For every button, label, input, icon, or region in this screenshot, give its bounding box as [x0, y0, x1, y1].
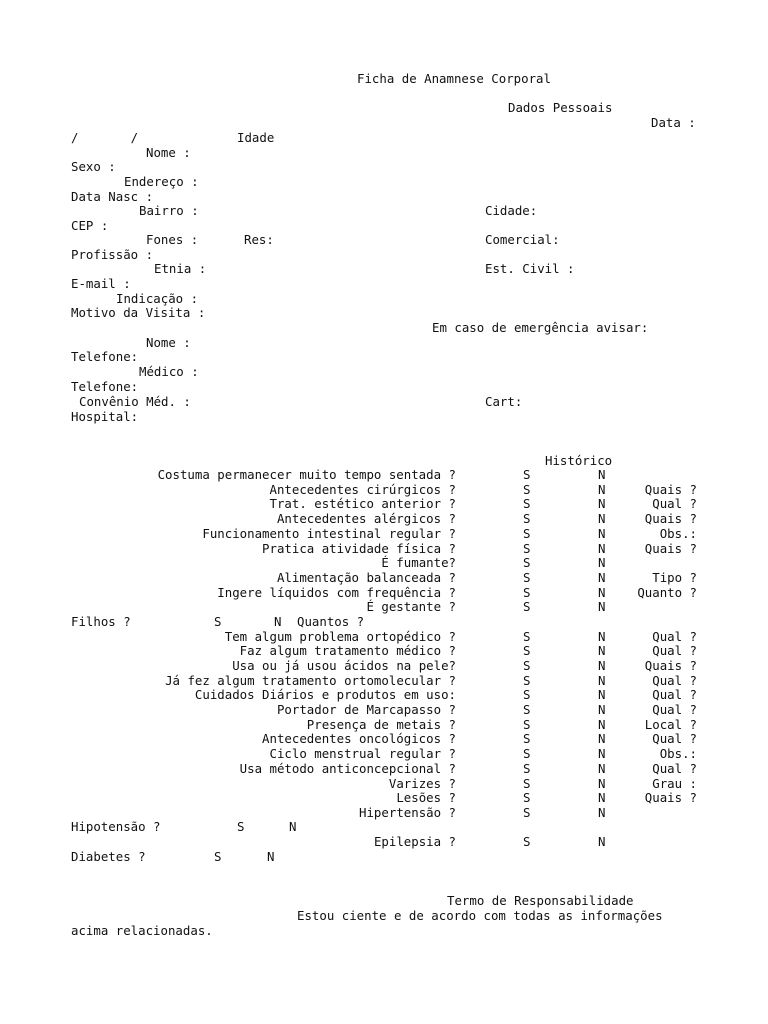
extra-field-label: Qual ? — [652, 643, 697, 659]
question-text: Trat. estético anterior ? — [269, 496, 456, 512]
cart-label: Cart: — [485, 394, 523, 409]
hipotensao-question: Hipotensão ? — [71, 819, 161, 834]
answer-s-option[interactable]: S — [523, 555, 531, 571]
question-text: Já fez algum tratamento ortomolecular ? — [165, 672, 456, 688]
extra-field-label: Tipo ? — [652, 569, 697, 585]
answer-n-option[interactable]: N — [598, 643, 606, 659]
question-text: Faz algum tratamento médico ? — [239, 643, 456, 659]
diabetes-question: Diabetes ? — [71, 849, 146, 864]
question-text: Alimentação balanceada ? — [276, 569, 456, 585]
question-text: Lesões ? — [396, 790, 456, 806]
answer-n-option[interactable]: N — [598, 540, 606, 556]
question-text: É fumante? — [381, 555, 456, 571]
extra-field-label: Grau : — [652, 775, 697, 791]
answer-s-option[interactable]: S — [523, 716, 531, 732]
extra-field-label: Quanto ? — [637, 584, 697, 600]
question-text: Cuidados Diários e produtos em uso: — [194, 687, 456, 703]
question-text: Usa método anticoncepcional ? — [239, 760, 456, 776]
email-label: E-mail : — [71, 276, 131, 291]
answer-s-option[interactable]: S — [523, 775, 531, 791]
extra-field-label: Quais ? — [644, 481, 697, 497]
extra-field-label: Qual ? — [652, 731, 697, 747]
answer-s-option[interactable]: S — [523, 687, 531, 703]
extra-field-label: Qual ? — [652, 672, 697, 688]
epilepsia-n-option[interactable]: N — [598, 834, 606, 849]
extra-field-label: Qual ? — [652, 496, 697, 512]
answer-n-option[interactable]: N — [598, 511, 606, 527]
answer-n-option[interactable]: N — [598, 687, 606, 703]
question-text: Costuma permanecer muito tempo sentada ? — [157, 467, 456, 482]
answer-n-option[interactable]: N — [598, 555, 606, 571]
data-nasc-label: Data Nasc : — [71, 189, 154, 204]
answer-n-option[interactable]: N — [598, 628, 606, 644]
comercial-label: Comercial: — [485, 232, 560, 247]
extra-field-label: Qual ? — [652, 628, 697, 644]
answer-n-option[interactable]: N — [598, 790, 606, 806]
question-text: Funcionamento intestinal regular ? — [202, 525, 456, 541]
answer-n-option[interactable]: N — [598, 657, 606, 673]
answer-s-option[interactable]: S — [523, 511, 531, 527]
idade-label: Idade — [237, 130, 275, 145]
answer-n-option[interactable]: N — [598, 731, 606, 747]
cep-label: CEP : — [71, 218, 109, 233]
extra-field-label: Obs.: — [659, 746, 697, 762]
answer-s-option[interactable]: S — [523, 569, 531, 585]
section-title-personal: Dados Pessoais — [508, 100, 613, 115]
filhos-n-option[interactable]: N — [274, 614, 282, 629]
emergencia-label: Em caso de emergência avisar: — [432, 320, 649, 335]
indicacao-label: Indicação : — [116, 291, 199, 306]
answer-n-option[interactable]: N — [598, 760, 606, 776]
epilepsia-question: Epilepsia ? — [373, 834, 456, 849]
extra-field-label: Quais ? — [644, 511, 697, 527]
answer-s-option[interactable]: S — [523, 467, 531, 482]
extra-field-label: Qual ? — [652, 687, 697, 703]
hipotensao-s-option[interactable]: S — [237, 819, 245, 834]
termo-title: Termo de Responsabilidade — [447, 893, 634, 908]
diabetes-s-option[interactable]: S — [214, 849, 222, 864]
answer-s-option[interactable]: S — [523, 584, 531, 600]
filhos-s-option[interactable]: S — [214, 614, 222, 629]
answer-n-option[interactable]: N — [598, 746, 606, 762]
answer-s-option[interactable]: S — [523, 790, 531, 806]
answer-s-option[interactable]: S — [523, 746, 531, 762]
answer-n-option[interactable]: N — [598, 584, 606, 600]
sexo-label: Sexo : — [71, 159, 116, 174]
extra-field-label: Obs.: — [659, 525, 697, 541]
answer-s-option[interactable]: S — [523, 731, 531, 747]
extra-field-label: Qual ? — [652, 702, 697, 717]
extra-field-label: Quais ? — [644, 657, 697, 673]
bairro-label: Bairro : — [139, 203, 199, 218]
answer-n-option[interactable]: N — [598, 804, 606, 820]
nome-label: Nome : — [146, 145, 191, 160]
question-text: Tem algum problema ortopédico ? — [224, 628, 456, 644]
date-slashes: / / — [71, 130, 139, 145]
answer-s-option[interactable]: S — [523, 496, 531, 512]
answer-n-option[interactable]: N — [598, 702, 606, 717]
fones-label: Fones : — [146, 232, 199, 247]
answer-s-option[interactable]: S — [523, 804, 531, 820]
extra-field-label: Local ? — [644, 716, 697, 732]
answer-n-option[interactable]: N — [598, 481, 606, 497]
question-text: É gestante ? — [366, 599, 456, 615]
answer-n-option[interactable]: N — [598, 467, 606, 482]
question-text: Antecedentes oncológicos ? — [262, 731, 456, 747]
hospital-label: Hospital: — [71, 409, 139, 424]
answer-s-option[interactable]: S — [523, 657, 531, 673]
answer-s-option[interactable]: S — [523, 525, 531, 541]
res-label: Res: — [244, 232, 274, 247]
answer-s-option[interactable]: S — [523, 481, 531, 497]
answer-s-option[interactable]: S — [523, 760, 531, 776]
answer-s-option[interactable]: S — [523, 643, 531, 659]
filhos-question: Filhos ? — [71, 614, 131, 629]
question-text: Varizes ? — [388, 775, 456, 791]
extra-field-label: Qual ? — [652, 760, 697, 776]
motivo-visita-label: Motivo da Visita : — [71, 305, 206, 320]
est-civil-label: Est. Civil : — [485, 261, 575, 276]
answer-n-option[interactable]: N — [598, 672, 606, 688]
cidade-label: Cidade: — [485, 203, 538, 218]
question-text: Pratica atividade física ? — [262, 540, 456, 556]
answer-n-option[interactable]: N — [598, 716, 606, 732]
question-text: Portador de Marcapasso ? — [276, 702, 456, 717]
convenio-label: Convênio Méd. : — [79, 394, 191, 409]
answer-s-option[interactable]: S — [523, 599, 531, 615]
question-text: Ciclo menstrual regular ? — [269, 746, 456, 762]
diabetes-n-option[interactable]: N — [267, 849, 275, 864]
answer-n-option[interactable]: N — [598, 775, 606, 791]
emergencia-nome-label: Nome : — [146, 335, 191, 350]
etnia-label: Etnia : — [154, 261, 207, 276]
answer-s-option[interactable]: S — [523, 672, 531, 688]
hipotensao-n-option[interactable]: N — [289, 819, 297, 834]
extra-field-label: Quais ? — [644, 540, 697, 556]
telefone-medico-label: Telefone: — [71, 379, 139, 394]
telefone-label: Telefone: — [71, 349, 139, 364]
answer-n-option[interactable]: N — [598, 599, 606, 615]
answer-s-option[interactable]: S — [523, 540, 531, 556]
question-text: Ingere líquidos com frequência ? — [217, 584, 456, 600]
question-text: Hipertensão ? — [359, 804, 456, 820]
termo-text-line1: Estou ciente e de acordo com todas as informações — [297, 908, 663, 923]
termo-text-line2: acima relacionadas. — [71, 923, 213, 938]
answer-s-option[interactable]: S — [523, 628, 531, 644]
form-title: Ficha de Anamnese Corporal — [357, 71, 551, 86]
extra-field-label: Quais ? — [644, 790, 697, 806]
section-title-historico: Histórico — [545, 453, 613, 468]
answer-n-option[interactable]: N — [598, 569, 606, 585]
endereco-label: Endereço : — [124, 174, 199, 189]
profissao-label: Profissão : — [71, 247, 154, 262]
question-text: Antecedentes cirúrgicos ? — [269, 481, 456, 497]
question-text: Antecedentes alérgicos ? — [276, 511, 456, 527]
filhos-quantos-label: Quantos ? — [297, 614, 365, 629]
answer-n-option[interactable]: N — [598, 496, 606, 512]
epilepsia-s-option[interactable]: S — [523, 834, 531, 849]
question-text: Presença de metais ? — [306, 716, 456, 732]
answer-n-option[interactable]: N — [598, 525, 606, 541]
question-text: Usa ou já usou ácidos na pele? — [232, 657, 456, 673]
medico-label: Médico : — [139, 364, 199, 379]
answer-s-option[interactable]: S — [523, 702, 531, 717]
data-label: Data : — [651, 115, 696, 130]
